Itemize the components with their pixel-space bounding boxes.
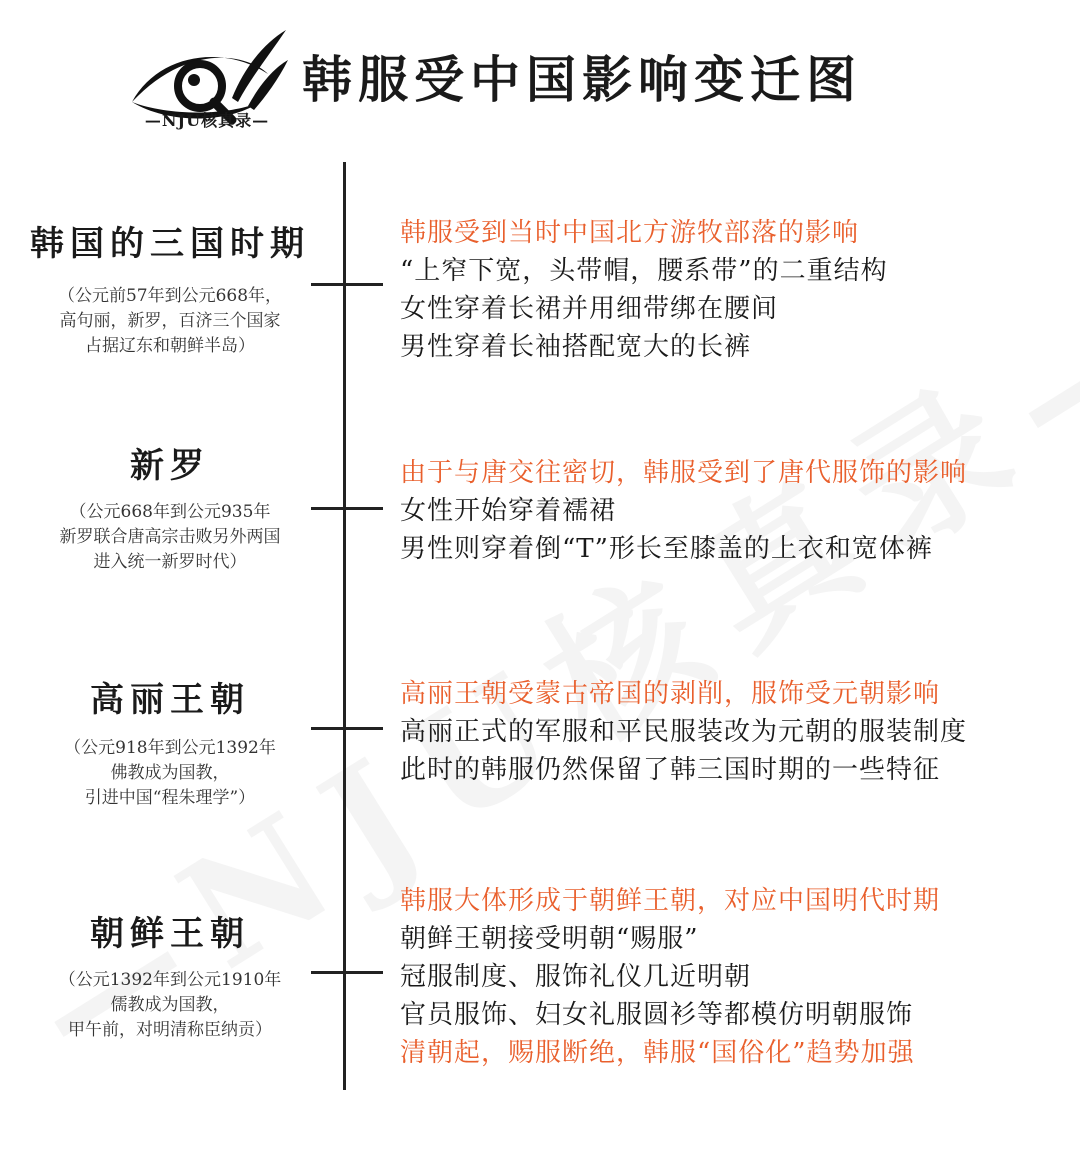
period-details <box>400 214 1070 366</box>
timeline-axis <box>343 162 346 1090</box>
period-name: 高丽王朝 <box>90 680 250 720</box>
detail-line: 高丽正式的军服和平民服装改为元朝的服装制度 <box>400 717 968 747</box>
detail-line: 女性开始穿着襦裙 <box>400 496 617 526</box>
detail-line: 冠服制度、服饰礼仪几近明朝 <box>400 962 752 992</box>
period-details <box>400 675 1070 789</box>
period-name: 新罗 <box>130 446 210 486</box>
detail-line: 韩服受到当时中国北方游牧部落的影响 <box>400 218 860 248</box>
period-note-line: （公元668年到公元935年 <box>69 502 271 522</box>
detail-line: “上窄下宽，头带帽，腰系带”的二重结构 <box>400 256 888 286</box>
period-note-line: 佛教成为国教， <box>110 763 230 783</box>
logo-text: —NJU核真录— <box>144 111 270 130</box>
period-note <box>0 736 340 811</box>
period-note-line: （公元前57年到公元668年， <box>57 286 283 306</box>
detail-line: 由于与唐交往密切，韩服受到了唐代服饰的影响 <box>400 458 968 488</box>
period-note <box>0 284 340 359</box>
detail-line: 男性穿着长袖搭配宽大的长裤 <box>400 332 752 362</box>
detail-line: 官员服饰、妇女礼服圆衫等都模仿明朝服饰 <box>400 1000 914 1030</box>
period-name: 朝鲜王朝 <box>90 914 250 954</box>
period-note <box>0 968 340 1043</box>
detail-line: 韩服大体形成于朝鲜王朝，对应中国明代时期 <box>400 886 941 916</box>
period-details <box>400 882 1070 1072</box>
detail-line: 此时的韩服仍然保留了韩三国时期的一些特征 <box>400 755 941 785</box>
period-note <box>0 500 340 575</box>
detail-line: 男性则穿着倒“T”形长至膝盖的上衣和宽体裤 <box>400 534 933 564</box>
period-name: 韩国的三国时期 <box>30 224 310 264</box>
period-note-line: （公元918年到公元1392年 <box>64 738 276 758</box>
period-note-line: 新罗联合唐高宗击败另外两国 <box>59 527 281 547</box>
detail-line: 女性穿着长裙并用细带绑在腰间 <box>400 294 779 324</box>
period-note-line: 进入统一新罗时代） <box>93 552 247 572</box>
period-note-line: 儒教成为国教， <box>110 995 230 1015</box>
period-note-line: 高句丽，新罗，百济三个国家 <box>59 311 281 331</box>
detail-line: 清朝起，赐服断绝，韩服“国俗化”趋势加强 <box>400 1038 915 1068</box>
page-title: 韩服受中国影响变迁图 <box>302 50 862 109</box>
period-details <box>400 454 1070 568</box>
timeline-tick-3 <box>311 727 383 730</box>
period-note-line: 甲午前，对明清称臣纳贡） <box>68 1020 272 1040</box>
period-note-line: （公元1392年到公元1910年 <box>58 970 282 990</box>
detail-line: 高丽王朝受蒙古帝国的剥削，服饰受元朝影响 <box>400 679 941 709</box>
period-note-line: 占据辽东和朝鲜半岛） <box>85 336 255 356</box>
detail-line: 朝鲜王朝接受明朝“赐服” <box>400 924 699 954</box>
period-note-line: 引进中国“程朱理学”） <box>84 788 256 808</box>
